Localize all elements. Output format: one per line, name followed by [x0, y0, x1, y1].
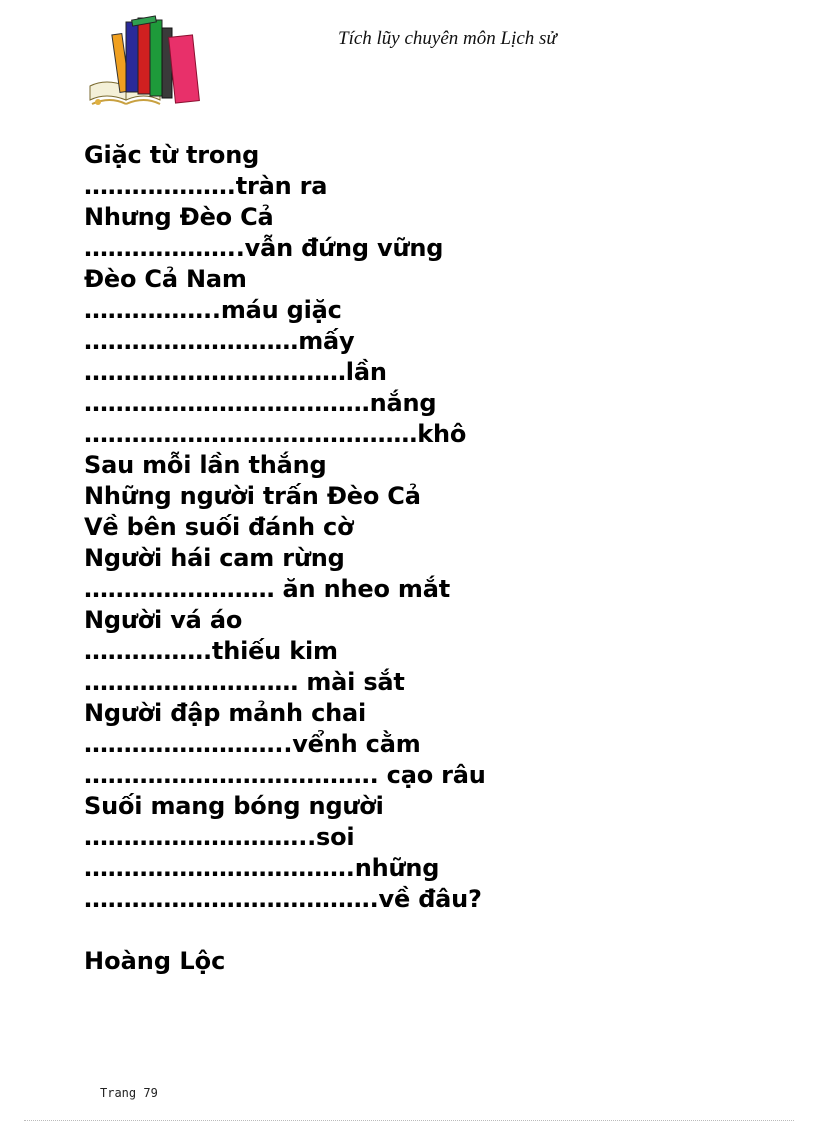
poem-line: ……………….tràn ra [84, 172, 328, 200]
poem-line: ……………………………lần [84, 358, 387, 386]
poem-line: …………….thiếu kim [84, 637, 338, 665]
poem-line: …………………… ăn nheo mắt [84, 575, 450, 603]
header-title: Tích lũy chuyên môn Lịch sử [338, 28, 557, 49]
poem-line: Suối mang bóng người [84, 792, 384, 820]
poem-line: Về bên suối đánh cờ [84, 513, 354, 541]
poem-line: ………………………………nắng [84, 389, 437, 417]
poem-line: Người vá áo [84, 606, 243, 634]
poem-line: ……………………… mài sắt [84, 668, 405, 696]
poem-line: Giặc từ trong [84, 141, 260, 169]
poem-line: …………………………….những [84, 854, 440, 882]
poem-line: ……………………..vểnh cằm [84, 730, 421, 758]
poem-line: ……………………………….về đâu? [84, 885, 482, 913]
poem-line: ………………..vẫn đứng vững [84, 234, 444, 262]
poem-line: Những người trấn Đèo Cả [84, 482, 421, 510]
poem-line: Sau mỗi lần thắng [84, 451, 327, 479]
poem-line: Đèo Cả Nam [84, 265, 247, 293]
poem-line: Nhưng Đèo Cả [84, 203, 274, 231]
poem-line: ………………………..soi [84, 823, 355, 851]
poem-line: ……………………………………khô [84, 420, 467, 448]
poem-author: Hoàng Lộc [84, 947, 226, 975]
poem-line: Người đập mảnh chai [84, 699, 366, 727]
footer-divider [24, 1120, 794, 1121]
poem-line: ………………………………. cạo râu [84, 761, 486, 789]
books-icon [86, 14, 206, 112]
poem-line: Người hái cam rừng [84, 544, 345, 572]
page-number: Trang 79 [100, 1086, 158, 1100]
poem-body [84, 140, 784, 915]
poem-line: ……………..máu giặc [84, 296, 342, 324]
poem-line: ………………………mấy [84, 327, 355, 355]
